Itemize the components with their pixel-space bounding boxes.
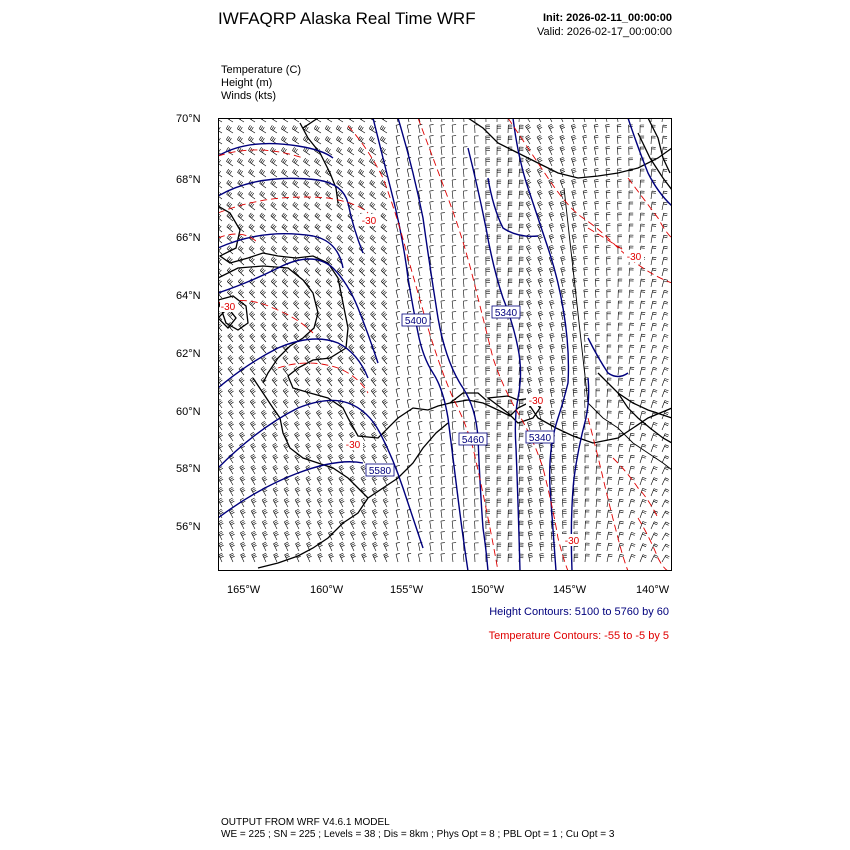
temperature-label: -30 [361,216,377,227]
height-label: 5400 [404,316,428,327]
temperature-label: -30 [626,252,642,263]
lat-label: 58°N [176,463,201,475]
lat-label: 62°N [176,348,201,360]
temperature-label: -30 [345,440,361,451]
lat-label: 70°N [176,113,201,125]
height-label: 5340 [528,433,552,444]
lon-label: 160°W [310,584,344,596]
temperature-legend: Temperature Contours: -55 to -5 by 5 [488,630,669,642]
valid-time: Valid: 2026-02-17_00:00:00 [537,26,672,38]
height-label: 5580 [368,466,392,477]
lon-label: 155°W [390,584,424,596]
height-legend: Height Contours: 5100 to 5760 by 60 [489,606,669,618]
lat-label: 66°N [176,232,201,244]
height-label: 5460 [461,435,485,446]
lon-label: 145°W [553,584,587,596]
height-label: 5340 [494,308,518,319]
variable-winds: Winds (kts) [221,90,276,102]
lat-label: 60°N [176,406,201,418]
model-footer-line2: WE = 225 ; SN = 225 ; Levels = 38 ; Dis = 8km ; Phys Opt = 8 ; PBL Opt = 1 ; Cu Opt = 3 [221,829,615,840]
variable-temperature: Temperature (C) [221,64,302,76]
model-footer-line1: OUTPUT FROM WRF V4.6.1 MODEL [221,817,390,828]
lat-label: 68°N [176,174,201,186]
variable-height: Height (m) [221,77,273,89]
temperature-label: -30 [220,302,236,313]
lat-label: 56°N [176,521,201,533]
lon-label: 165°W [227,584,261,596]
temperature-label: -30 [528,396,544,407]
init-time: Init: 2026-02-11_00:00:00 [542,12,672,24]
lon-label: 140°W [636,584,670,596]
lon-label: 150°W [471,584,505,596]
temperature-label: -30 [564,536,580,547]
plot-title: IWFAQRP Alaska Real Time WRF [218,9,476,28]
lat-label: 64°N [176,290,201,302]
map-plot [218,118,672,571]
